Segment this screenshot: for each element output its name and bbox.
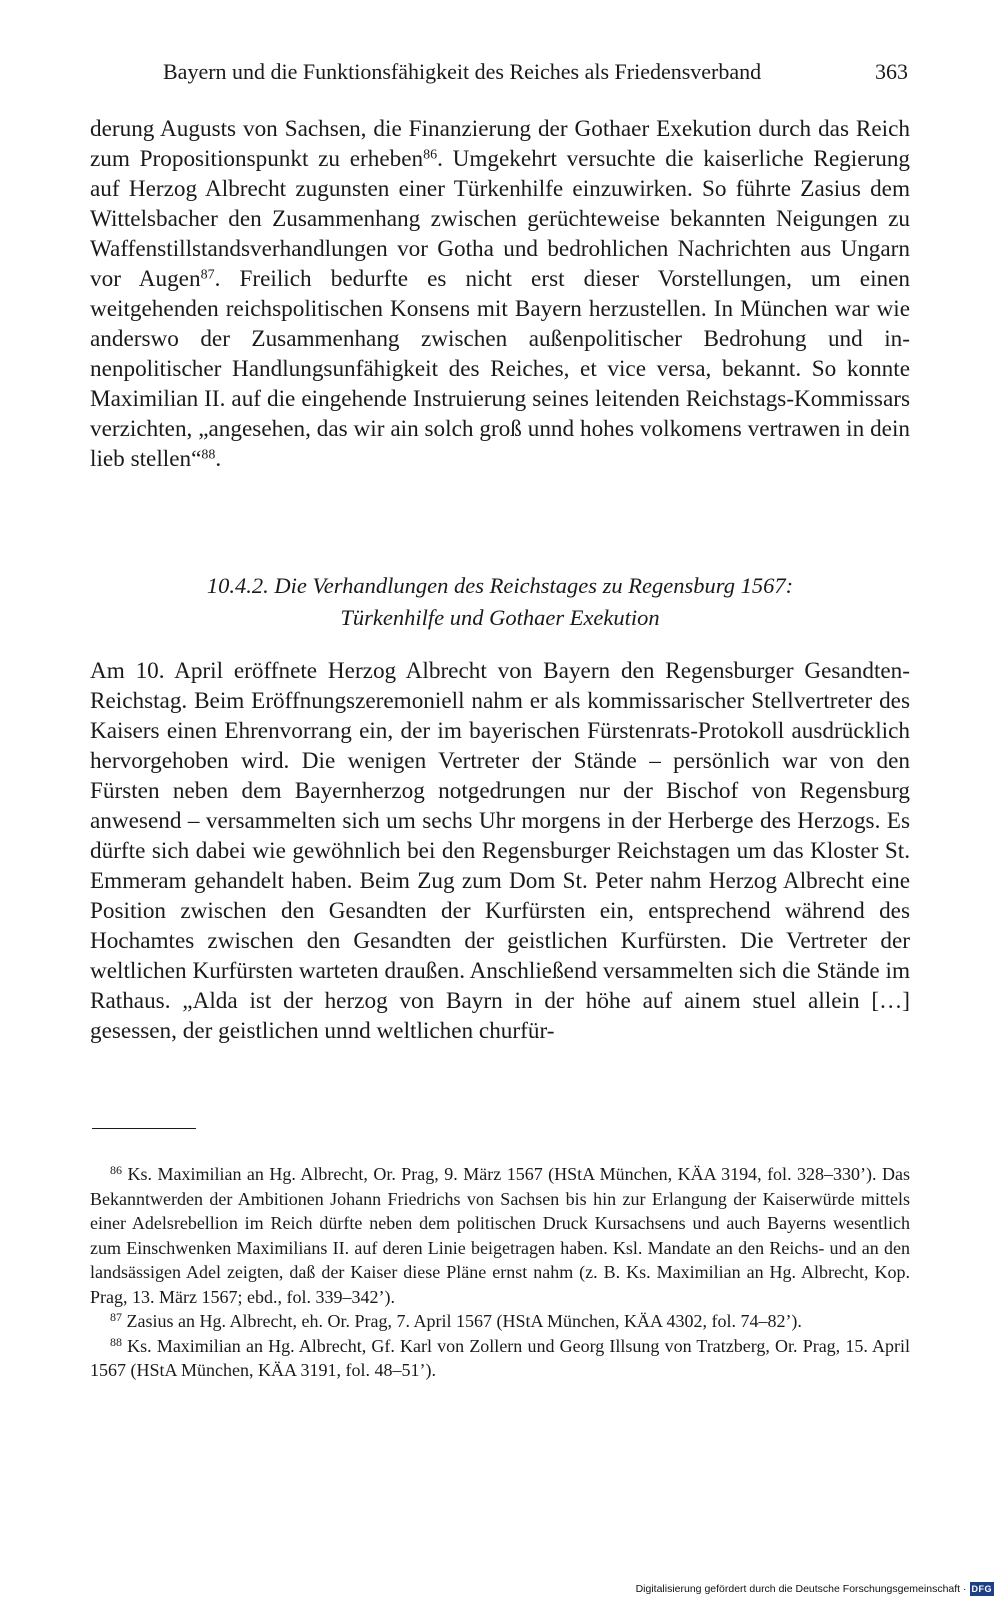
body-text-upper: [90, 114, 910, 474]
running-head: [163, 56, 908, 88]
footnote-86: [90, 1162, 910, 1309]
digitization-credit: [636, 1582, 994, 1596]
paragraph-1-part-b: . Umgekehrt versuchte die kaiserliche Regierung auf Herzog Albrecht zugunsten einer Türkenhilfe einzuwirken. So führte Zasius dem Wittelsbacher den Zusammenhang zwischen gerüchteweise bekannten Neigungen zu Waffenstillstandsverhandlungen vor Gotha und bedrohlichen Nachrichten aus Ungarn vor Augen: [90, 146, 911, 292]
running-title: Bayern und die Funktionsfähigkeit des Reiches als Friedensverband: [163, 59, 762, 84]
footnote-text: Ks. Maximilian an Hg. Albrecht, Or. Prag, 9. März 1567 (HStA München, KÄA 3194, fol. 328–330’). Das Bekanntwerden der Ambitionen Johann Friedrichs von Sachsen bis hin zur Erlangung der Kaiserwürde mittels einer Adelsrebellion im Reich dürfte neben dem politischen Druck Kursachsens und auch Bayerns wesentlich zum Einschwenken Maximilians II. auf deren Linie beigetragen haben. Ksl. Mandate an den Reichs- und an den landsässigen Adel zeigten, daß der Kaiser diese Pläne ernst nahm (z. B. Ks. Maximilian an Hg. Albrecht, Kop. Prag, 13. März 1567; ebd., fol. 339–342’).: [90, 1164, 910, 1307]
footnote-88: [90, 1334, 910, 1383]
paragraph-1-part-c: . Freilich bedurfte es nicht erst dieser Vorstellungen, um einen weitgehenden reichspolitischen Konsens mit Bayern herzustellen. In München war wie anderswo der Zusammenhang zwischen außenpolitischer Bedrohung und innenpolitischer Handlungsunfähigkeit des Reiches, et vice versa, bekannt. So konnte Maximilian II. auf die eingehende Instruierung seines leitenden Reichstags-Kommissars verzichten, „angesehen, das wir ain solch groß unnd hohes volkomens vertrawen in dein lieb stellen“: [90, 266, 910, 472]
footnote-87: [90, 1309, 910, 1334]
footnote-number: 87: [110, 1310, 122, 1324]
section-heading-line-1: 10.4.2. Die Verhandlungen des Reichstages zu Regensburg 1567:: [206, 573, 794, 598]
paragraph-1: [90, 114, 910, 474]
body-text-lower: [90, 656, 910, 1046]
section-heading: [90, 570, 910, 634]
footnote-text: Ks. Maximilian an Hg. Albrecht, Gf. Karl von Zollern und Georg Illsung von Tratzberg, Or. Prag, 15. April 1567 (HStA München, KÄA 3191, fol. 48–51’).: [90, 1335, 910, 1380]
credit-text: Digitalisierung gefördert durch die Deutsche Forschungsgemeinschaft ·: [635, 1583, 967, 1595]
footnote-number: 88: [110, 1334, 122, 1349]
paragraph-1-part-d: .: [215, 446, 222, 472]
footnote-ref-86[interactable]: 86: [423, 147, 438, 163]
paragraph-1-part-a: derung Augusts von Sachsen, die Finanzierung der Gothaer Exekution durch das Reich zum Propositionspunkt zu erheben: [90, 116, 910, 172]
footnote-ref-87[interactable]: 87: [200, 267, 215, 283]
section-heading-line-2: Türkenhilfe und Gothaer Exekution: [340, 605, 660, 630]
dfg-logo: DFG: [971, 1584, 992, 1594]
footnotes: [90, 1162, 910, 1383]
footnote-text: Zasius an Hg. Albrecht, eh. Or. Prag, 7. April 1567 (HStA München, KÄA 4302, fol. 74–82’).: [126, 1311, 802, 1331]
footnote-number: 86: [110, 1163, 122, 1177]
footnote-ref-88[interactable]: 88: [201, 447, 216, 463]
page-number: 363: [875, 59, 908, 84]
footnote-divider: [92, 1128, 196, 1129]
paragraph-2: Am 10. April eröffnete Herzog Albrecht von Bayern den Regensburger Gesandten-Reichstag. Beim Eröffnungszeremoniell nahm er als kommissarischer Stellvertreter des Kaisers einen Ehrenvorrang ein, der im bayerischen Fürstenrats-Protokoll ausdrücklich hervorgehoben wird. Die wenigen Vertreter der Stände – persönlich war von den Fürsten neben dem Bayernherzog notgedrungen nur der Bischof von Regensburg anwesend – versammelten sich um sechs Uhr morgens in der Herberge des Herzogs. Es dürfte sich dabei wie gewöhnlich bei den Regensburger Reichstagen um das Kloster St. Emmeram gehandelt haben. Beim Zug zum Dom St. Peter nahm Herzog Albrecht eine Position zwischen den Gesandten der Kurfürsten ein, entsprechend während des Hochamtes zwischen den Gesandten der geistlichen Kurfürsten. Die Vertreter der weltlichen Kurfürsten warteten draußen. Anschließend versammelten sich die Stände im Rathaus. „Alda ist der herzog von Bayrn in der höhe auf ainem stuel allein […] gesessen, der geistlichen unnd weltlichen churfür-: [90, 658, 910, 1044]
